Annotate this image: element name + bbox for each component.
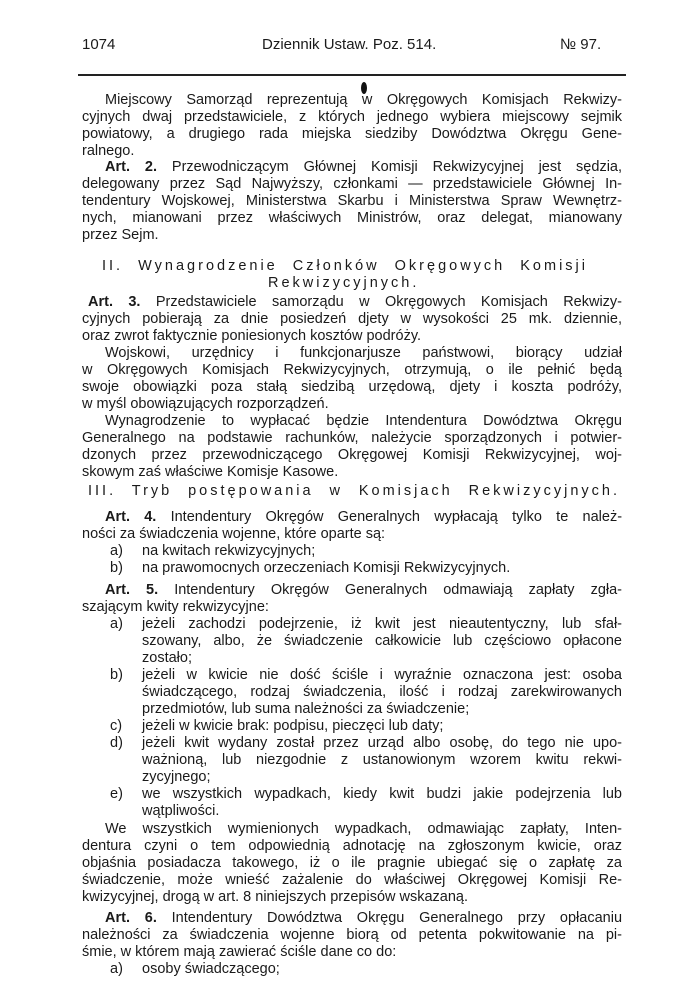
text-line: ności za świadczenia wojenne, które oparte są: (82, 526, 386, 542)
journal-title: Dziennik Ustaw. Poz. 514. (262, 36, 437, 53)
text-line: tendentury Wojskowej, Ministerstwa Skarbu i Ministerstwa Spraw Wewnętrz- (82, 193, 622, 209)
text-line (105, 582, 622, 599)
list-item: jeżeli w kwicie brak: podpisu, pieczęci lub daty; (142, 718, 444, 734)
list-marker: b) (110, 667, 123, 683)
list-item: zostało; (142, 650, 192, 666)
list-item: ważnioną, lub niezgodnie z ustanowionym wzorem kwitu rekwi- (142, 752, 622, 768)
list-item: szowany, albo, że świadczenie całkowicie lub częściowo opłacone (142, 633, 622, 649)
text-line (105, 159, 622, 176)
list-marker: c) (110, 718, 123, 734)
text-line: We wszystkich wymienionych wypadkach, odmawiając zapłaty, Inten- (105, 821, 622, 837)
text-line (88, 294, 622, 311)
text-line: szającym kwity rekwizycyjne: (82, 599, 269, 615)
text-line (105, 910, 622, 927)
text-line: dzonych przez przewodniczącego Okręgowej Komisji Rekwizycyjnej, woj- (82, 447, 622, 463)
text: Przedstawiciele samorządu w Okręgowych Komisjach Rekwizy- (155, 294, 622, 310)
section-heading-2-cont: Rekwizycyjnych. (268, 275, 420, 291)
text-line: Generalnego na podstawie rachunków, należycie sporządzonych i potwier- (82, 430, 622, 446)
text-line: kwizycyjnej, drogą w art. 8 niniejszych przepisów wskazaną. (82, 889, 469, 905)
list-item: na kwitach rekwizycyjnych; (142, 543, 316, 559)
text-line: należności za świadczenia wojenne biorą od petenta pokwitowanie na pi- (82, 927, 622, 943)
text-line (105, 509, 622, 526)
list-item: wątpliwości. (142, 803, 220, 819)
text-line: Wynagrodzenie to wypłacać będzie Intendentura Dowództwa Okręgu (105, 413, 622, 429)
header-rule (78, 74, 626, 76)
article-label: Art. 6. (105, 910, 157, 926)
text-line: nych, mianowani przez właściwych Ministrów, oraz delegat, mianowany (82, 210, 622, 226)
list-item: we wszystkich wypadkach, kiedy kwit budzi jakie podejrzenia lub (142, 786, 622, 802)
text-line: dentura czyni o tem odpowiednią adnotację na zgłoszonym kwicie, oraz (82, 838, 622, 854)
list-marker: a) (110, 961, 123, 977)
text-line: skowym zaś właściwe Komisje Kasowe. (82, 464, 339, 480)
text: Przewodniczącym Głównej Komisji Rekwizycyjnej jest sędzia, (171, 159, 623, 175)
list-marker: b) (110, 560, 123, 576)
text-line: świadczenie, może wnieść zażalenie do właściwej Okręgowej Komisji Re- (82, 872, 622, 888)
list-item: świadczącego, rodzaj świadczenia, ilość i rodzaj zarekwirowanych (142, 684, 622, 700)
text-line: powiatowy, a drugiego rada miejska siedziby Dowództwa Okręgu Gene- (82, 126, 622, 142)
text-line: w myśl obowiązujących rozporządzeń. (82, 396, 329, 412)
list-marker: d) (110, 735, 123, 751)
text-line: swoje obowiązki poza stałą siedzibą urzędową, djety i koszta podróży, (82, 379, 622, 395)
text-line: delegowany przez Sąd Najwyższy, członkami — przedstawiciele Głównej In- (82, 176, 622, 192)
section-heading-2: II. Wynagrodzenie Członków Okręgowych Komisji (102, 258, 588, 274)
text-line: ralnego. (82, 143, 135, 159)
text: Intendentury Dowództwa Okręgu Generalnego przy opłacaniu (171, 910, 623, 926)
text-line: przez Sejm. (82, 227, 159, 243)
list-item: jeżeli kwit wydany został przez urząd albo osobę, do tego nie upo- (142, 735, 622, 751)
list-item: jeżeli w kwicie nie dość ściśle i wyraźnie oznaczona jest: osoba (142, 667, 622, 683)
list-marker: a) (110, 543, 123, 559)
list-item: przedmiotów, lub suma należności za świadczenie; (142, 701, 470, 717)
text: Intendentury Okręgów Generalnych odmawiają zapłaty zgła- (174, 582, 622, 598)
article-label: Art. 2. (105, 159, 157, 175)
text-line: Miejscowy Samorząd reprezentują w Okręgowych Komisjach Rekwizy- (105, 92, 622, 108)
list-item: jeżeli zachodzi podejrzenie, iż kwit jest nieautentyczny, lub sfał- (142, 616, 622, 632)
article-label: Art. 3. (88, 294, 141, 310)
text-line: oraz zwrot faktycznie poniesionych kosztów podróży. (82, 328, 422, 344)
text-line: objaśnia posiadacza takowego, iż o ile pragnie ubiegać się o zapłatę za (82, 855, 622, 871)
text-line: Wojskowi, urzędnicy i funkcjonarjusze państwowi, biorący udział (105, 345, 622, 361)
list-marker: e) (110, 786, 123, 802)
text-line: śmie, w którem mają zawierać ściśle dane co do: (82, 944, 397, 960)
article-label: Art. 4. (105, 509, 157, 525)
list-item: zycyjnego; (142, 769, 211, 785)
list-marker: a) (110, 616, 123, 632)
article-label: Art. 5. (105, 582, 159, 598)
text-line: cyjnych dwaj przedstawiciele, z których jednego wybiera miejscowy sejmik (82, 109, 622, 125)
list-item: na prawomocnych orzeczeniach Komisji Rekwizycyjnych. (142, 560, 511, 576)
text-line: cyjnych pobierają za dnie posiedzeń djety w wysokości 25 mk. dziennie, (82, 311, 622, 327)
text: Intendentury Okręgów Generalnych wypłacają tylko te należ- (170, 509, 623, 525)
section-heading-3: III. Tryb postępowania w Komisjach Rekwizycyjnych. (88, 483, 620, 499)
list-item: osoby świadczącego; (142, 961, 280, 977)
page-number: 1074 (82, 36, 116, 53)
issue-number: № 97. (560, 36, 602, 53)
text-line: w Okręgowych Komisjach Rekwizycyjnych, otrzymują, o ile pełnić będą (82, 362, 622, 378)
